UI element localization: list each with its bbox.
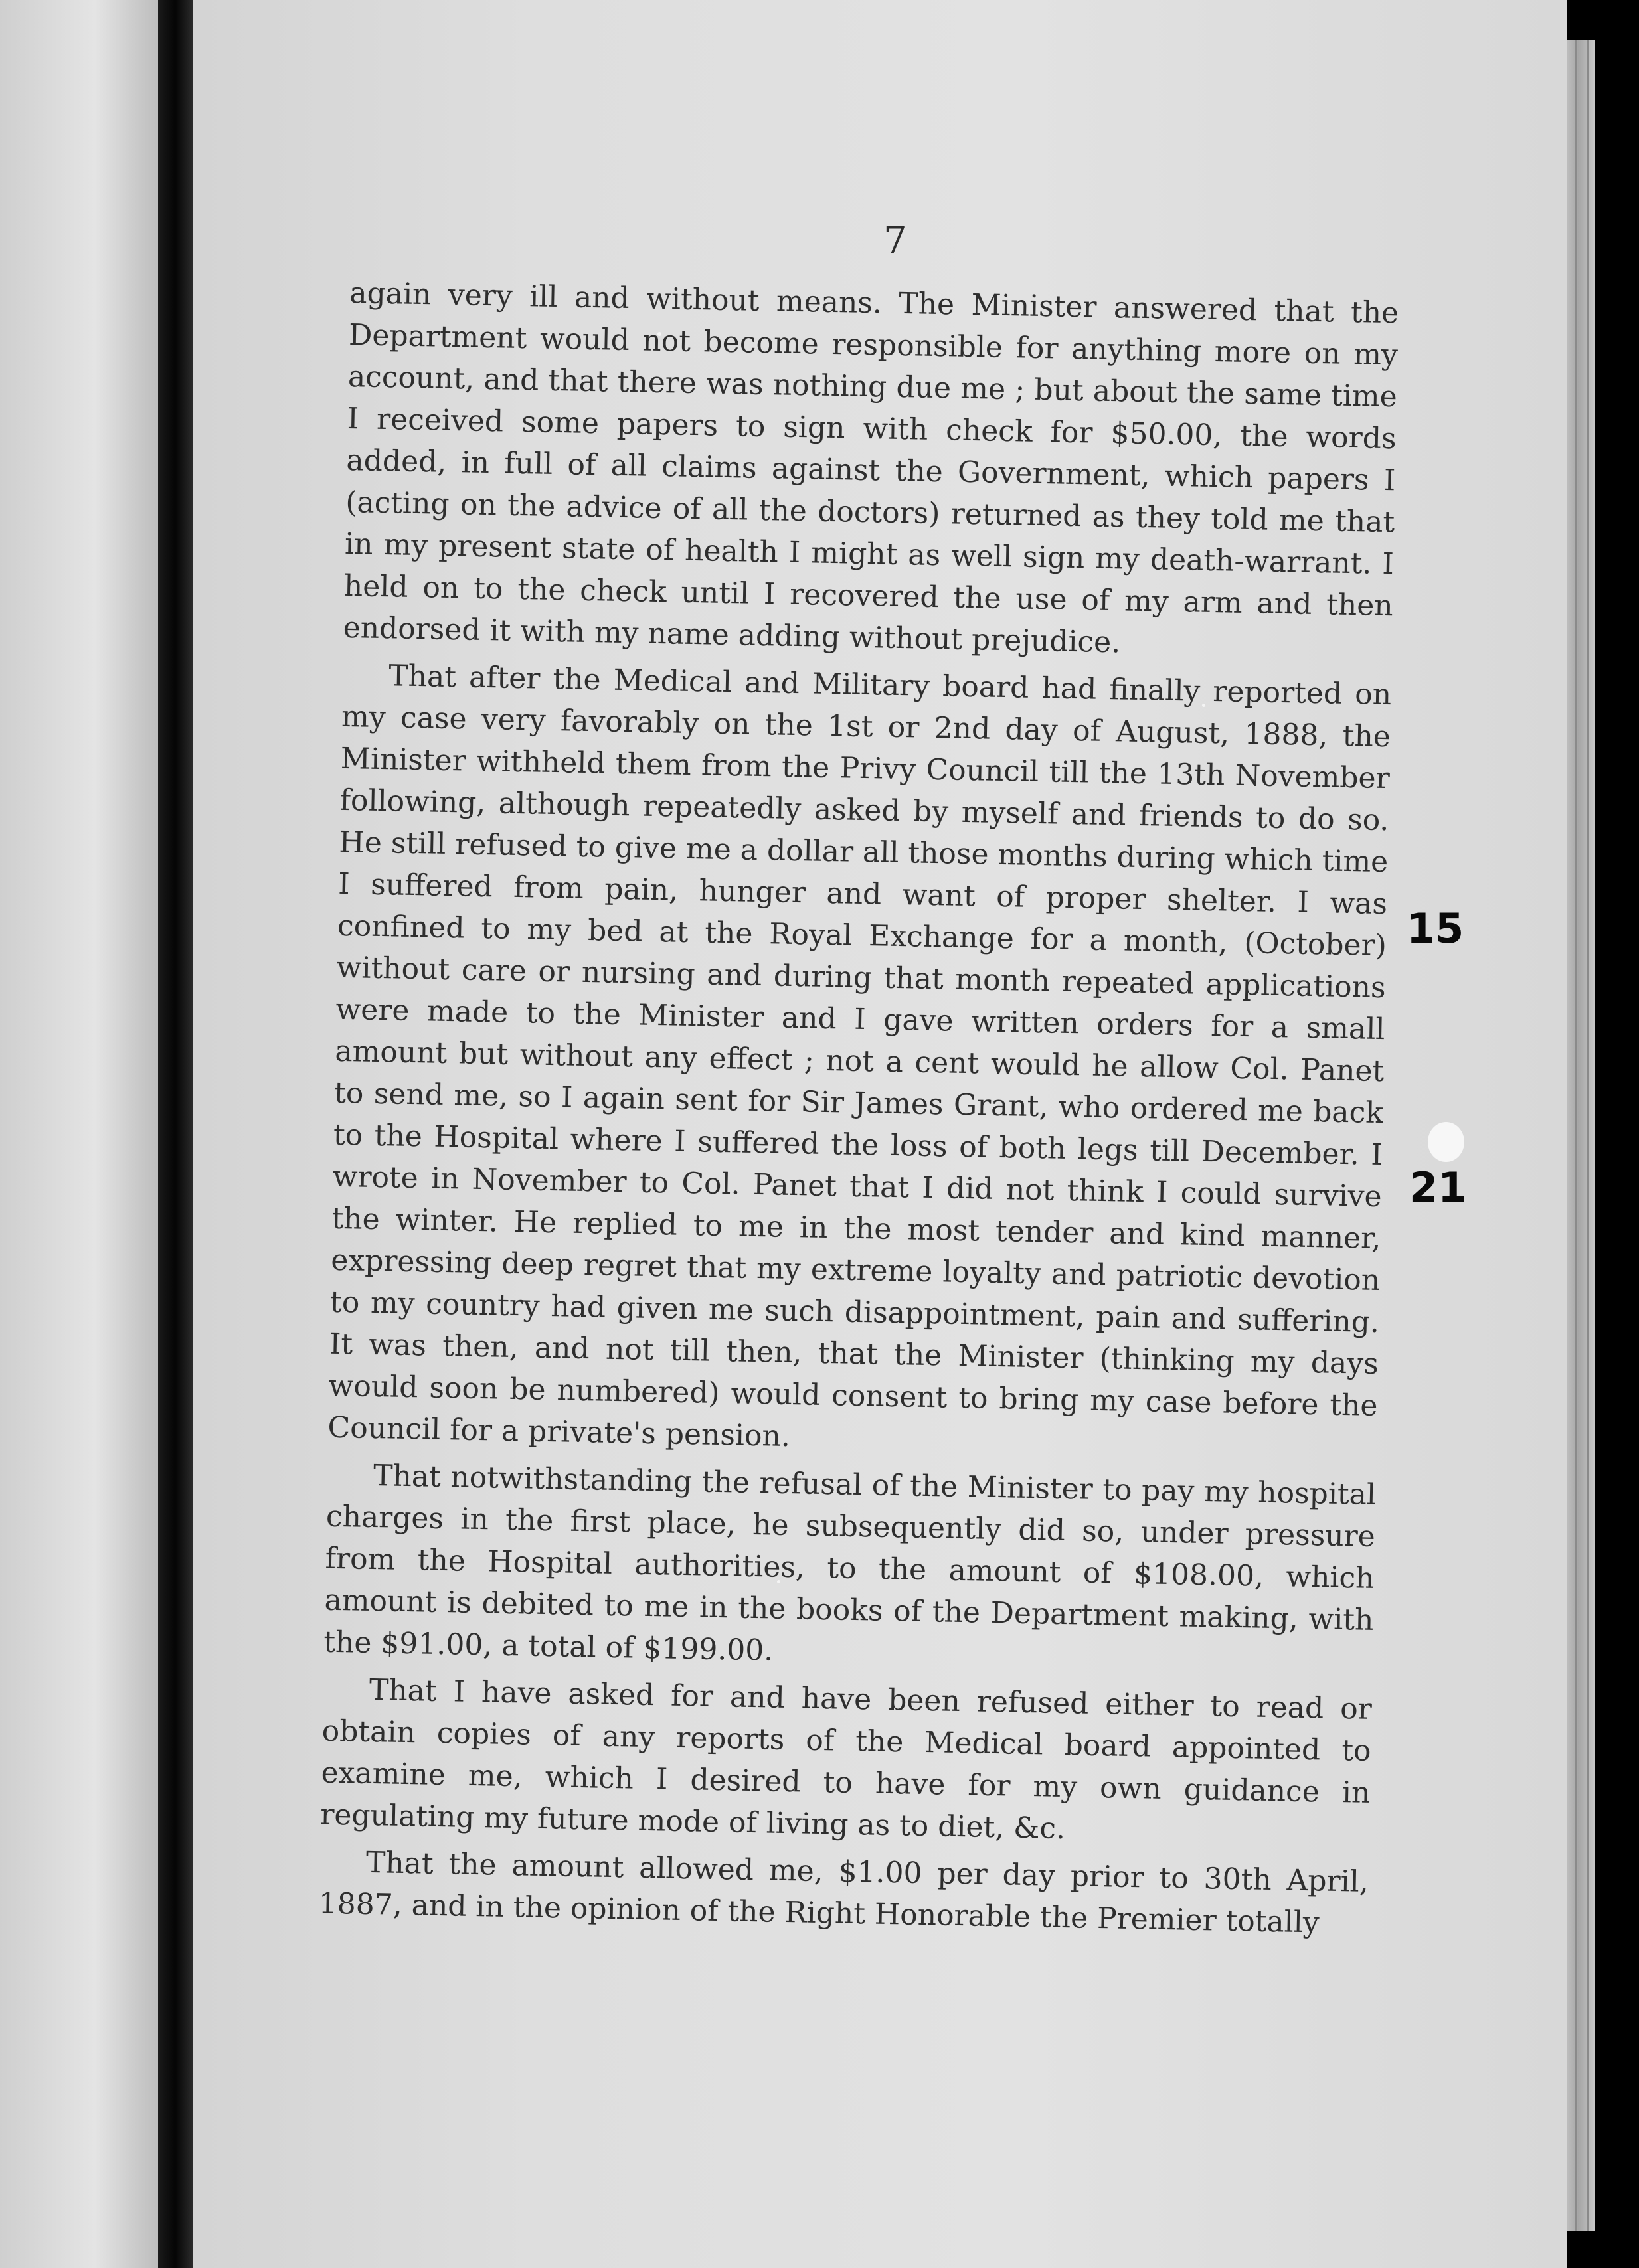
paragraph: again very ill and without means. The Minister answered that the Department would not become responsible for anything more on my account, and that there was nothing due me ; but about the same time I received some papers to sign with check for $50.00, the words added, in full of all claims against the Government, which papers I (acting on the advice of all the doctors) returned as they told me that in my present state of health I might as well sign my death-warrant. I held on to the check until I recovered the use of my arm and then endorsed it with my name adding without prejudice. — [343, 276, 1399, 660]
paragraph: That I have asked for and have been refused either to read or obtain copies of any reports of the Medical board appointed to examine me, which I desired to have for my own guidance in regulating my future mode of living as to diet, &c. — [319, 1672, 1373, 1846]
paragraph: That the amount allowed me, $1.00 per day prior to 30th April, 1887, and in the opinion of the Right Honorable the Premier totally — [318, 1845, 1369, 1940]
book-gutter — [158, 0, 193, 2268]
page-edge-line — [1575, 40, 1577, 2231]
handwritten-margin-note: 15 — [1407, 904, 1464, 953]
paragraph: That notwithstanding the refusal of the Minister to pay my hospital charges in the first place, he subsequently did so, under pressure from the Hospital authorities, to the amount of $108.00, which amount is debited to me in the books of the Department making, with the $91.00, a total of $199.00. — [323, 1459, 1377, 1668]
page-edge — [1567, 40, 1595, 2231]
paragraph: That after the Medical and Military board had finally reported on my case very favorably on the 1st or 2nd day of August, 1888, the Minister withheld them from the Privy Council till the 13th November following, although repeatedly asked by myself and friends to do so. He still refused to give me a dollar all those months during which time I suffered from pain, hunger and want of proper shelter. I was confined to my bed at the Royal Exchange for a month, (October) without care or nursing and during that month repeated applications were made to the Minister and I gave written orders for a small amount but without any effect ; not a cent would he allow Col. Panet to send me, so I again sent for Sir James Grant, who ordered me back to the Hospital where I suffered the loss of both legs till December. I wrote in November to Col. Panet that I did not think I could survive the winter. He replied to me in the most tender and kind manner, expressing deep regret that my extreme loyalty and patriotic devotion to my country had given me such disappointment, pain and suffering. It was then, and not till then, that the Minister (thinking my days would soon be numbered) would consent to bring my case before the Council for a private's pension. — [327, 659, 1392, 1454]
facing-page — [0, 0, 158, 2268]
page-edge-line — [1587, 40, 1589, 2231]
handwritten-margin-note: 21 — [1409, 1163, 1467, 1212]
body-text — [318, 272, 1399, 1950]
page-number: 7 — [883, 219, 907, 262]
paper-blemish — [1428, 1122, 1464, 1162]
